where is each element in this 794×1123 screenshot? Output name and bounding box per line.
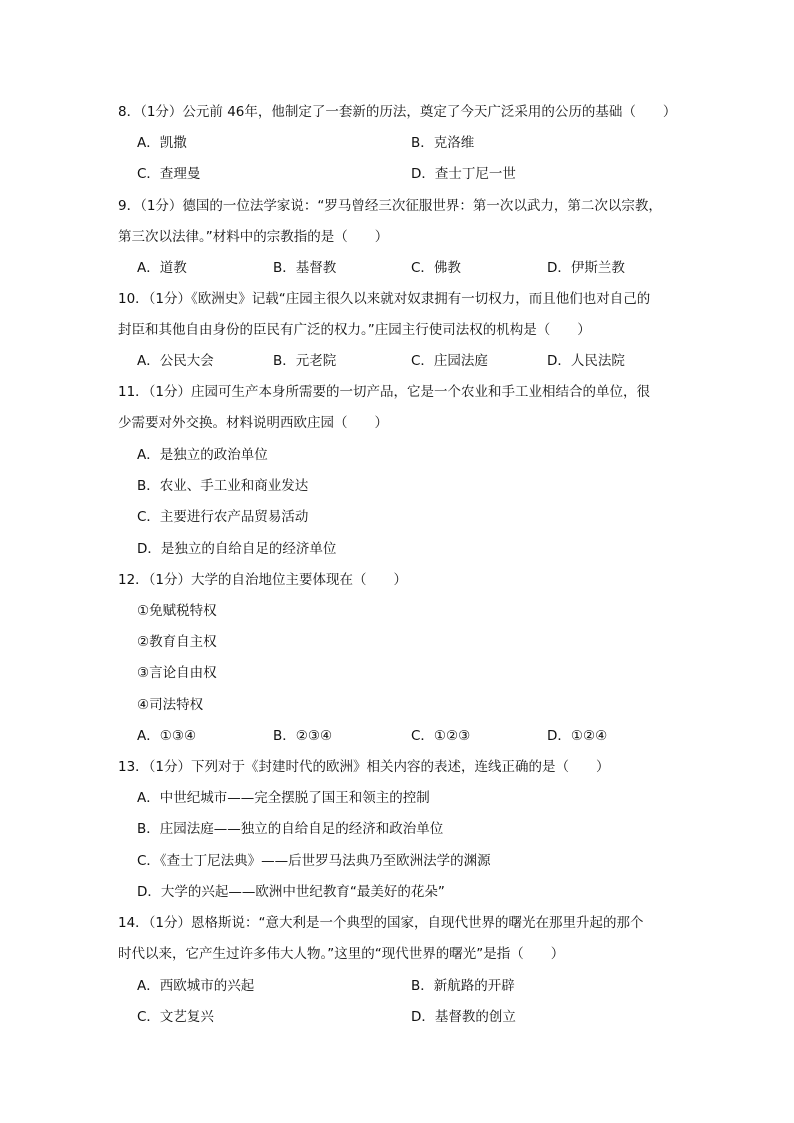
option-c[interactable]: C．①②③ (411, 728, 471, 744)
question-stem-continued: 第三次以法律。”材料中的宗教指的是（ ） (118, 229, 389, 245)
question-stem: 8．（1分）公元前 46年，他制定了一套新的历法，奠定了今天广泛采用的公历的基础（ ） (118, 104, 677, 120)
option-b[interactable]: B．新航路的开辟 (411, 978, 515, 994)
option-a[interactable]: A．是独立的政治单位 (137, 447, 268, 463)
question-stem: 13．（1分）下列对于《封建时代的欧洲》相关内容的表述，连线正确的是（ ） (118, 759, 610, 775)
statement-item: ④司法特权 (137, 697, 204, 713)
question-stem-continued: 少需要对外交换。材料说明西欧庄园（ ） (118, 415, 388, 431)
option-a[interactable]: A．①③④ (137, 728, 197, 744)
option-d[interactable]: D．查士丁尼一世 (411, 166, 516, 182)
option-d[interactable]: D．伊斯兰教 (547, 260, 625, 276)
option-b[interactable]: B．②③④ (273, 728, 333, 744)
question-stem: 11．（1分）庄园可生产本身所需要的一切产品，它是一个农业和手工业相结合的单位，很 (118, 384, 651, 400)
option-c[interactable]: C．《查士丁尼法典》——后世罗马法典乃至欧洲法学的渊源 (137, 853, 491, 869)
option-d[interactable]: D．大学的兴起——欧洲中世纪教育“最美好的花朵” (137, 884, 445, 900)
option-d[interactable]: D．①②④ (547, 728, 608, 744)
question-stem-continued: 封臣和其他自由身份的臣民有广泛的权力。”庄园主行使司法权的机构是（ ） (118, 322, 591, 338)
option-d[interactable]: D．人民法院 (547, 353, 625, 369)
option-c[interactable]: C．文艺复兴 (137, 1009, 214, 1025)
statement-item: ③言论自由权 (137, 665, 217, 681)
option-c[interactable]: C．佛教 (411, 260, 461, 276)
option-d[interactable]: D．是独立的自给自足的经济单位 (137, 541, 337, 557)
statement-item: ②教育自主权 (137, 634, 217, 650)
option-b[interactable]: B．元老院 (273, 353, 337, 369)
option-c[interactable]: C．查理曼 (137, 166, 201, 182)
question-stem: 9．（1分）德国的一位法学家说：“罗马曾经三次征服世界：第一次以武力，第二次以宗教， (118, 198, 662, 214)
option-a[interactable]: A．中世纪城市——完全摆脱了国王和领主的控制 (137, 790, 430, 806)
question-stem: 12．（1分）大学的自治地位主要体现在（ ） (118, 572, 408, 588)
option-c[interactable]: C．庄园法庭 (411, 353, 488, 369)
option-d[interactable]: D．基督教的创立 (411, 1009, 516, 1025)
option-a[interactable]: A．公民大会 (137, 353, 214, 369)
option-b[interactable]: B．基督教 (273, 260, 337, 276)
option-b[interactable]: B．农业、手工业和商业发达 (137, 478, 309, 494)
question-stem: 10．（1分）《欧洲史》记载“庄园主很久以来就对奴隶拥有一切权力，而且他们也对自己的 (118, 291, 651, 307)
option-a[interactable]: A．西欧城市的兴起 (137, 978, 255, 994)
option-a[interactable]: A．道教 (137, 260, 187, 276)
option-a[interactable]: A．凯撒 (137, 135, 187, 151)
statement-item: ①免赋税特权 (137, 603, 217, 619)
question-stem: 14．（1分）恩格斯说：“意大利是一个典型的国家，自现代世界的曙光在那里升起的那个 (118, 915, 644, 931)
option-b[interactable]: B．克洛维 (411, 135, 475, 151)
question-stem-continued: 时代以来，它产生过许多伟大人物。”这里的“现代世界的曙光”是指（ ） (118, 946, 565, 962)
option-c[interactable]: C．主要进行农产品贸易活动 (137, 509, 309, 525)
option-b[interactable]: B．庄园法庭——独立的自给自足的经济和政治单位 (137, 821, 444, 837)
